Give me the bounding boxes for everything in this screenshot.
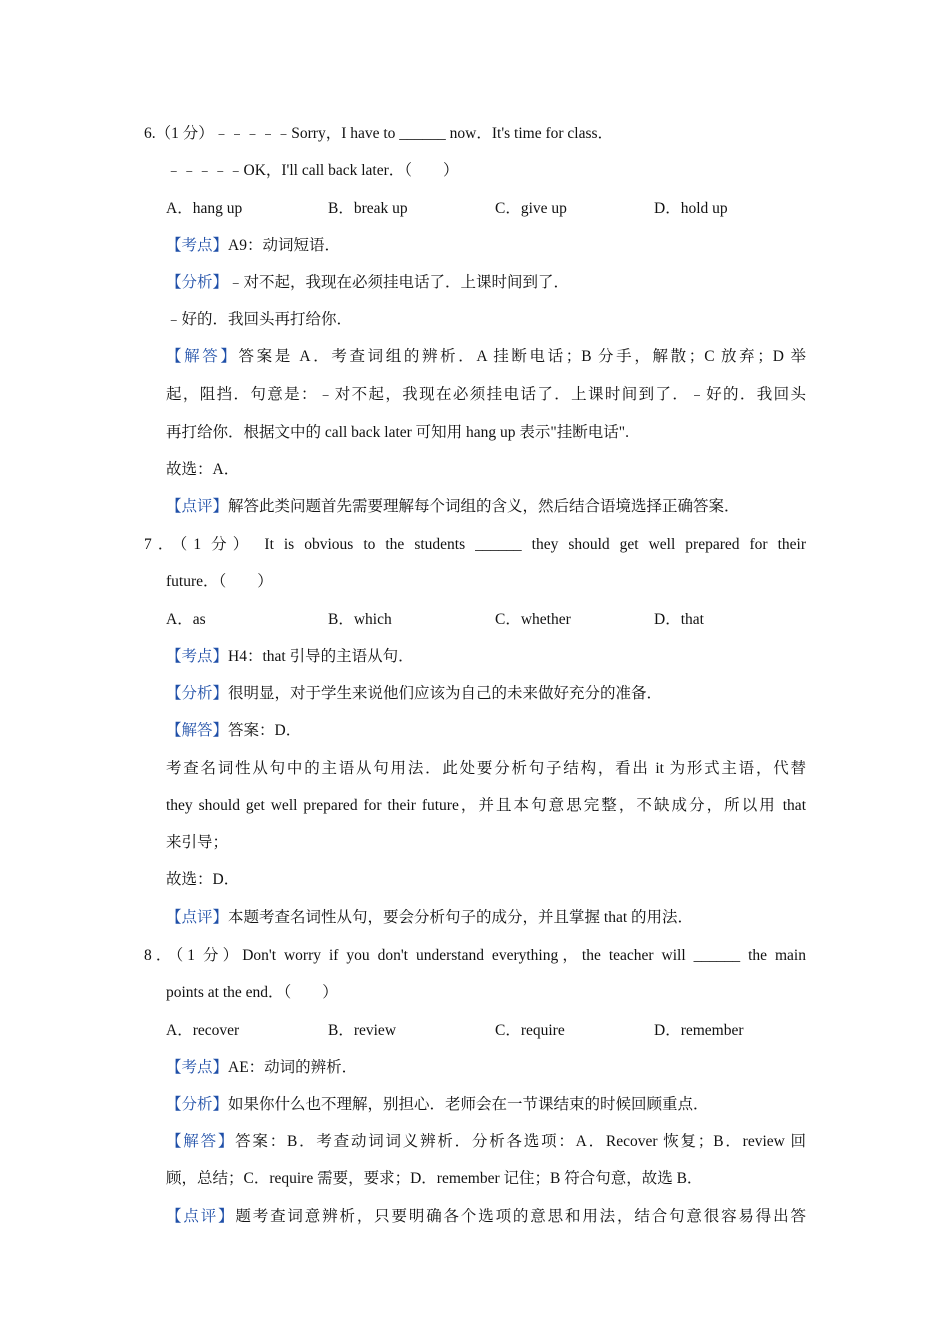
fenxi-tag: 【分析】: [166, 274, 229, 291]
q7-fenxi-text: 很明显，对于学生来说他们应该为自己的未来做好充分的准备．: [228, 685, 663, 702]
q8-jieda: [166, 1131, 806, 1153]
jieda-tag: 【解答】: [166, 1133, 236, 1150]
dianping-tag: 【点评】: [166, 909, 229, 926]
q8-option-c: C．require: [495, 1022, 565, 1039]
q7-stem-line-1: 7．（1 分） It is obvious to the students ______ they should get well prepared for their: [144, 536, 806, 553]
fenxi-tag: 【分析】: [166, 685, 229, 702]
q7-body-line-1: 考查名词性从句中的主语从句用法．此处要分析句子结构，看出 it 为形式主语，代替: [166, 760, 806, 777]
q8-jieda-line-1: 答案：B．考查动词词义辨析．分析各选项：A．Recover 恢复；B．review 回: [235, 1133, 806, 1150]
q7-jieda-text: 答案：D．: [228, 722, 302, 739]
q8-jieda-line-2: 顾，总结；C．require 需要，要求；D．remember 记住；B 符合句意，故选 B．: [166, 1170, 703, 1187]
q7-option-a: A．as: [166, 611, 206, 628]
q8-fenxi: [166, 1094, 806, 1116]
fenxi-tag: 【分析】: [166, 1096, 229, 1113]
q8-kaodian-text: AE：动词的辨析．: [228, 1059, 358, 1076]
q6-fenxi-line-2: ﹣好的．我回头再打给你．: [166, 311, 353, 328]
q7-fenxi: [166, 683, 806, 705]
q7-stem-line-2: future．（ ）: [166, 573, 273, 590]
q6-option-a: A．hang up: [166, 200, 243, 217]
q7-body-line-3: 来引导；: [166, 834, 229, 851]
q7-kaodian-text: H4：that 引导的主语从句．: [228, 648, 414, 665]
q8-kaodian: [166, 1057, 806, 1079]
q6-jieda-line-3: 再打给你．根据文中的 call back later 可知用 hang up 表示"挂断电话".: [166, 424, 629, 441]
q7-body-line-2: they should get well prepared for their future，并且本句意思完整，不缺成分，所以用 that: [166, 797, 806, 814]
q8-dianping: [166, 1206, 806, 1228]
kaodian-tag: 【考点】: [166, 648, 229, 665]
q6-fenxi: [166, 272, 806, 294]
q6-option-d: D．hold up: [654, 200, 728, 217]
q6-dianping-text: 解答此类问题首先需要理解每个词组的含义，然后结合语境选择正确答案．: [228, 498, 740, 515]
q8-stem-line-1: 8．（1 分）Don't worry if you don't understand everything，the teacher will ______ the main: [144, 947, 806, 964]
q8-fenxi-text: 如果你什么也不理解，别担心．老师会在一节课结束的时候回顾重点．: [228, 1096, 709, 1113]
jieda-tag: 【解答】: [166, 722, 229, 739]
q6-kaodian: [166, 235, 806, 257]
kaodian-tag: 【考点】: [166, 237, 229, 254]
q7-dianping-text: 本题考查名词性从句，要会分析句子的成分，并且掌握 that 的用法．: [228, 909, 694, 926]
q8-option-d: D．remember: [654, 1022, 744, 1039]
dianping-tag: 【点评】: [166, 498, 229, 515]
q6-fenxi-text: ﹣对不起，我现在必须挂电话了．上课时间到了．: [228, 274, 570, 291]
q8-option-b: B．review: [328, 1022, 397, 1039]
q7-jieda: [166, 720, 806, 742]
q7-option-c: C．whether: [495, 611, 571, 628]
dianping-tag: 【点评】: [166, 1208, 236, 1225]
q7-option-b: B．which: [328, 611, 392, 628]
q8-option-a: A．recover: [166, 1022, 240, 1039]
q8-dianping-text: 题考查词意辨析，只要明确各个选项的意思和用法，结合句意很容易得出答: [235, 1208, 806, 1225]
q6-jieda: [166, 346, 806, 368]
q6-kaodian-text: A9：动词短语．: [228, 237, 340, 254]
q7-kaodian: [166, 646, 806, 668]
q6-jieda-line-1: 答案是 A．考查词组的辨析．A 挂断电话；B 分手，解散；C 放弃；D 举: [238, 348, 806, 365]
jieda-tag: 【解答】: [166, 348, 239, 365]
q8-stem-line-2: points at the end．（ ）: [166, 984, 338, 1001]
q6-dianping: [166, 496, 806, 518]
kaodian-tag: 【考点】: [166, 1059, 229, 1076]
q7-dianping: [166, 907, 806, 929]
q6-jieda-line-2: 起，阻挡．句意是：﹣对不起，我现在必须挂电话了．上课时间到了．﹣好的．我回头: [166, 386, 806, 403]
q6-stem-line-1: 6.（1 分）﹣﹣﹣﹣﹣Sorry，I have to ______ now．It's time for class．: [144, 125, 614, 142]
q6-guxuan: 故选：A．: [166, 461, 240, 478]
q6-stem-line-2: ﹣﹣﹣﹣﹣OK，I'll call back later．（ ）: [166, 162, 459, 179]
q7-guxuan: 故选：D．: [166, 871, 240, 888]
q7-option-d: D．that: [654, 611, 704, 628]
q6-option-b: B．break up: [328, 200, 408, 217]
q6-option-c: C．give up: [495, 200, 567, 217]
